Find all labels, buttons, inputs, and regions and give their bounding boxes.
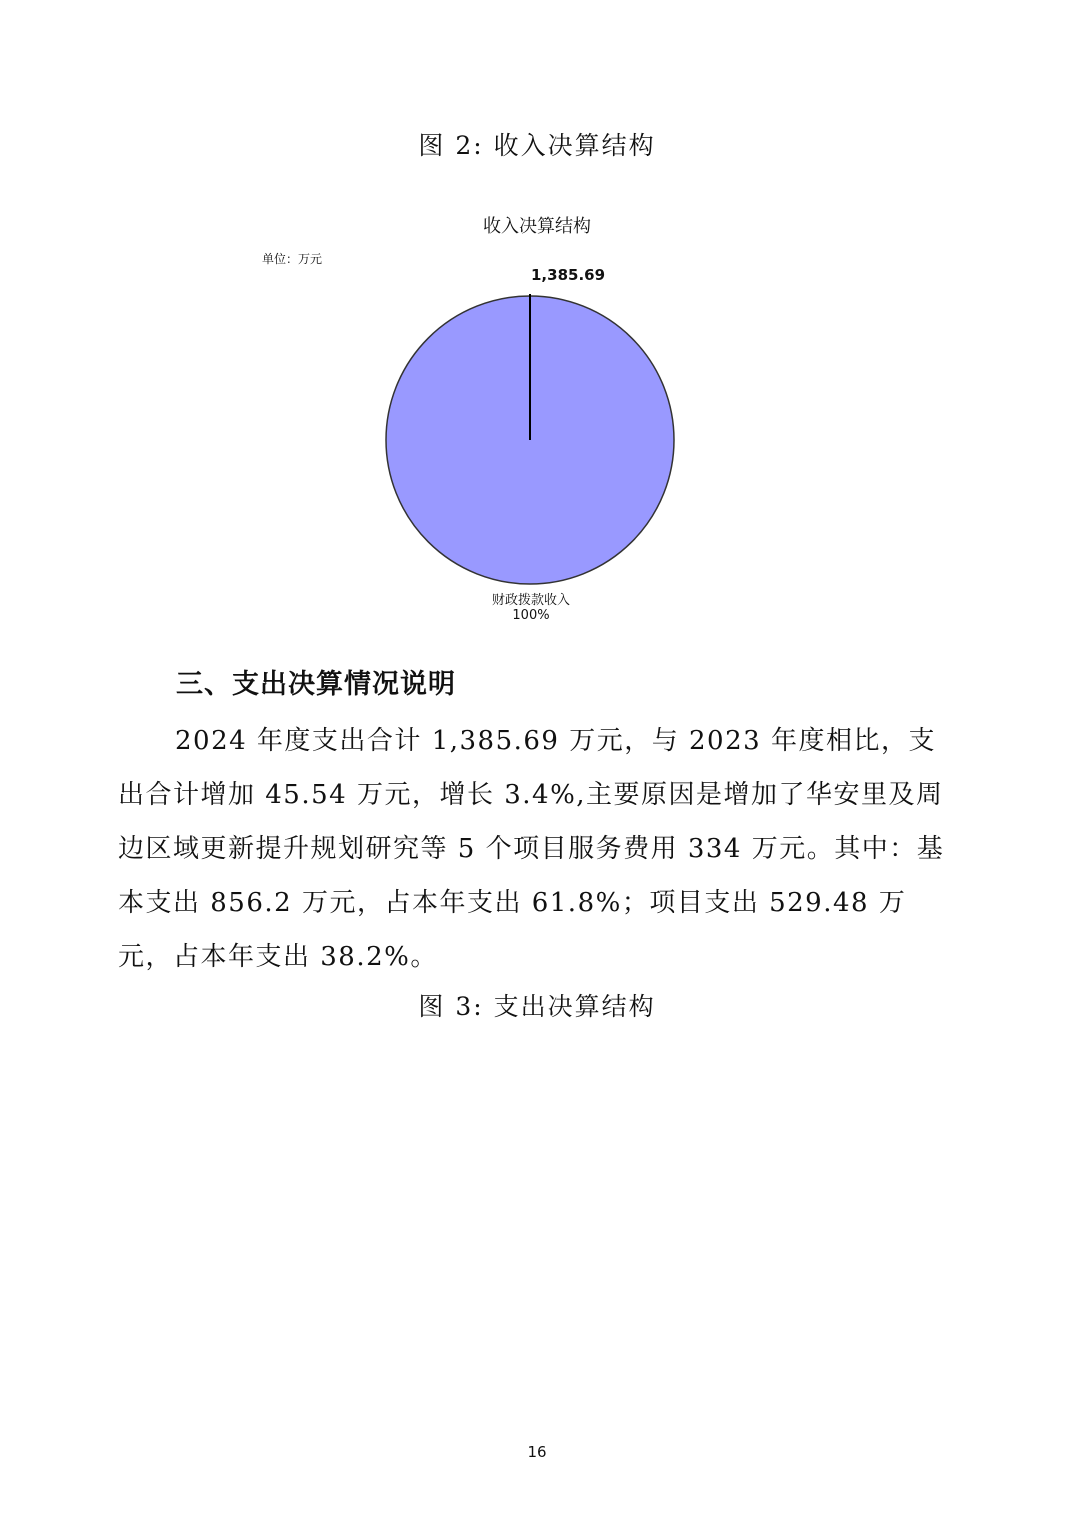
slice-category-label: 财政拨款收入 (491, 593, 570, 608)
pie-chart (370, 280, 690, 600)
pie-value-label: 1,385.69 (531, 266, 606, 284)
slice-percent-label: 100% (512, 608, 550, 623)
body-paragraph: 2024 年度支出合计 1,385.69 万元，与 2023 年度相比，支出合计增加 45.54 万元，增长 3.4%,主要原因是增加了华安里及周边区域更新提升规划研究等 5 个项目服务费用 334 万元。其中：基本支出 856.2 万元，占本年支出 61.8%；项目支出 529.48 万元，占本年支出 38.2%。 (118, 726, 945, 972)
pie-slice-label (0, 593, 1062, 623)
unit-label: 单位：万元 (262, 252, 323, 266)
section-heading: 三、支出决算情况说明 (176, 669, 456, 700)
chart-title: 收入决算结构 (483, 216, 591, 237)
figure-3-caption: 图 3: 支出决算结构 (418, 992, 656, 1021)
figure-2-caption: 图 2: 收入决算结构 (418, 131, 656, 160)
page-number: 16 (527, 1443, 547, 1461)
